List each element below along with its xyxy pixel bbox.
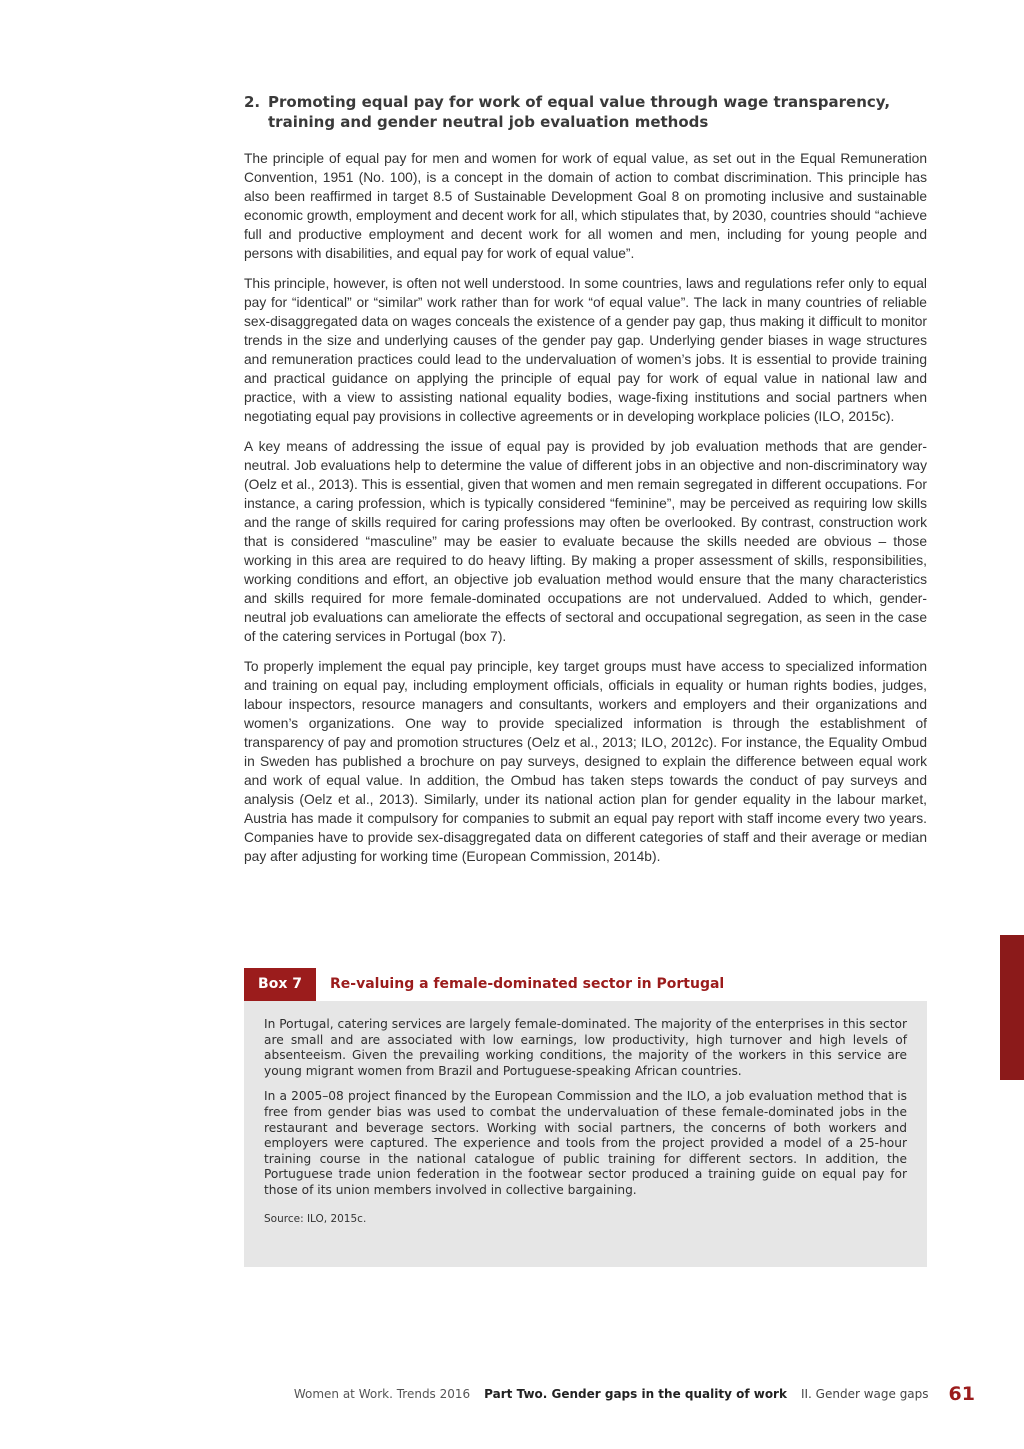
box-7 <box>244 968 927 1267</box>
main-content <box>244 92 927 877</box>
section-heading <box>244 92 927 132</box>
box-paragraph-2: In a 2005–08 project financed by the European Commission and the ILO, a job evaluation method that is free from gender bias was used to combat the undervaluation of these female-dominated jobs in the restaurant and beverage sectors. Working with social partners, the concerns of both workers and employers were captured. The experience and tools from the project provided a model of a 25-hour training course in the national catalogue of public training for different sectors. In addition, the Portuguese trade union federation in the footwear sector produced a training guide on equal pay for those of its union members involved in collective bargaining. <box>264 1089 907 1197</box>
box-source: Source: ILO, 2015c. <box>264 1212 367 1225</box>
box-paragraph-1: In Portugal, catering services are largely female-dominated. The majority of the enterprises in this sector are small and are associated with low earnings, low productivity, high turnover and high levels of absenteeism. Given the prevailing working conditions, the majority of the workers in this service are young migrant women from Brazil and Portuguese-speaking African countries. <box>264 1017 907 1078</box>
section-title: Promoting equal pay for work of equal value through wage transparency, training and gender neutral job evaluation methods <box>268 93 891 131</box>
box-header <box>244 968 927 1001</box>
footer-chapter: II. Gender wage gaps <box>800 1387 929 1401</box>
chapter-side-tab <box>1000 935 1024 1080</box>
box-body <box>244 1001 927 1267</box>
footer-publication: Women at Work. Trends 2016 <box>293 1387 471 1401</box>
page-footer <box>0 1380 975 1408</box>
box-title: Re-valuing a female-dominated sector in Portugal <box>330 975 725 992</box>
body-paragraph-2: This principle, however, is often not well understood. In some countries, laws and regulations refer only to equal pay for “identical” or “similar” work rather than for work “of equal value”. The lack in many countries of reliable sex-disaggregated data on wages conceals the existence of a gender pay gap, thus making it difficult to monitor trends in the size and underlying causes of the gender pay gap. Underlying gender biases in wage structures and remuneration practices could lead to the undervaluation of women’s jobs. It is essential to provide training and practical guidance on applying the principle of equal pay for work of equal value in national law and practice, with a view to assisting national equality bodies, wage-fixing institutions and social partners when negotiating equal pay provisions in collective agreements or in developing workplace policies (ILO, 2015c). <box>244 276 927 424</box>
footer-part: Part Two. Gender gaps in the quality of work <box>484 1387 787 1401</box>
page-number: 61 <box>948 1383 975 1405</box>
box-label: Box 7 <box>244 968 316 1001</box>
body-paragraph-1: The principle of equal pay for men and women for work of equal value, as set out in the Equal Remuneration Convention, 1951 (No. 100), is a concept in the domain of action to combat discrimination. This principle has also been reaffirmed in target 8.5 of Sustainable Development Goal 8 on promoting inclusive and sustainable economic growth, employment and decent work for all, which stipulates that, by 2030, countries should “achieve full and productive employment and decent work for all women and men, including for young people and persons with disabilities, and equal pay for work of equal value”. <box>244 151 927 261</box>
body-paragraph-4: To properly implement the equal pay principle, key target groups must have access to specialized information and training on equal pay, including employment officials, officials in equality or human rights bodies, judges, labour inspectors, resource managers and consultants, workers and employers and their organizations and women’s organizations. One way to provide specialized information is through the establishment of transparency of pay and promotion structures (Oelz et al., 2013; ILO, 2012c). For instance, the Equality Ombud in Sweden has published a brochure on pay surveys, designed to explain the difference between equal work and work of equal value. In addition, the Ombud has taken steps towards the conduct of pay surveys and analysis (Oelz et al., 2013). Similarly, under its national action plan for gender equality in the labour market, Austria has made it compulsory for companies to submit an equal pay report with staff income every two years. Companies have to provide sex-disaggregated data on different categories of staff and their average or median pay after adjusting for working time (European Commission, 2014b). <box>244 659 927 864</box>
section-number: 2. <box>244 93 261 111</box>
body-paragraph-3: A key means of addressing the issue of equal pay is provided by job evaluation methods that are gender-neutral. Job evaluations help to determine the value of different jobs in an objective and non-discriminatory way (Oelz et al., 2013). This is essential, given that women and men remain segregated in different occupations. For instance, a caring profession, which is typically considered “feminine”, may be perceived as requiring low skills and the range of skills required for caring professions may often be overlooked. By contrast, construction work that is considered “masculine” may be easier to evaluate because the skills needed are obvious – those working in this area are required to do heavy lifting. By making a proper assessment of skills, responsibilities, working conditions and effort, an objective job evaluation method would ensure that the many characteristics and skills required for more female-dominated occupations are not undervalued. Added to which, gender-neutral job evaluations can ameliorate the effects of sectoral and occupational segregation, as seen in the case of the catering services in Portugal (box 7). <box>244 439 927 644</box>
